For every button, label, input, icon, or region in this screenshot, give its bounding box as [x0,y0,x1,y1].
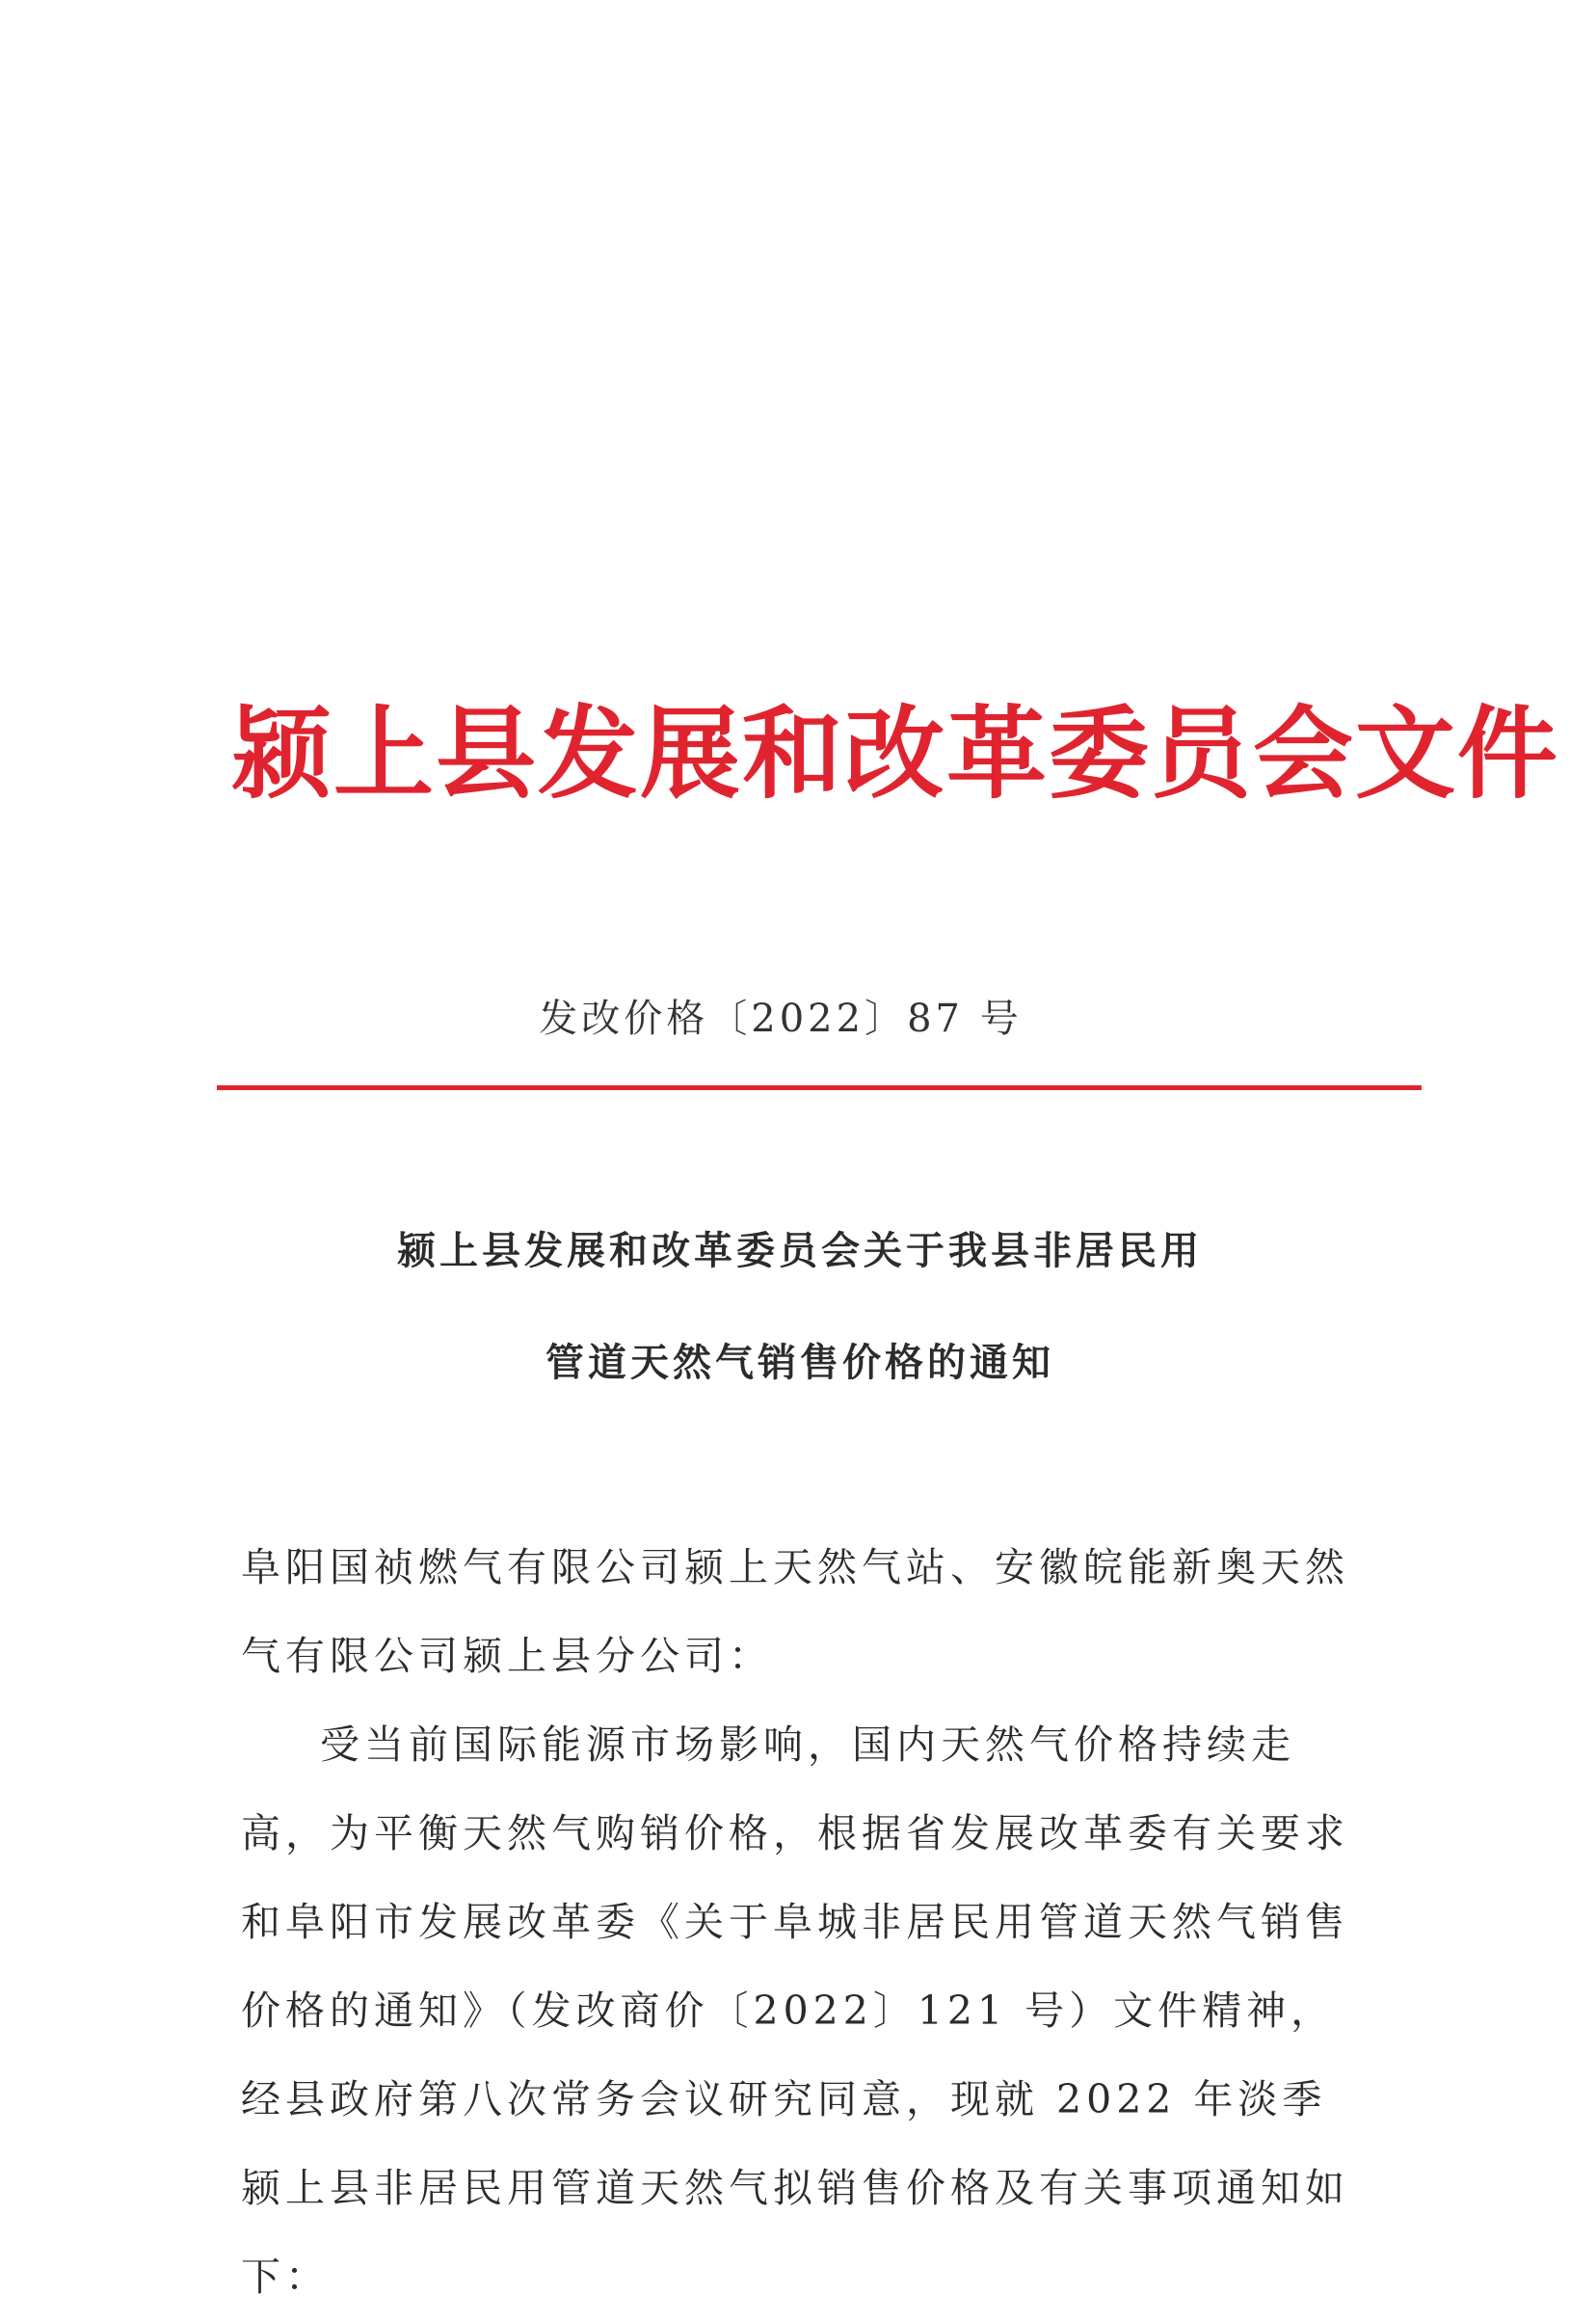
issuing-authority-title: 颍上县发展和改革委员会文件 [231,694,1560,813]
addressee: 阜阳国祯燃气有限公司颍上天然气站、安徽皖能新奥天然气有限公司颍上县分公司： [241,1544,1349,1679]
red-divider-line [217,1085,1422,1090]
notice-title-line-1: 颍上县发展和改革委员会关于我县非居民用 [397,1229,1203,1273]
notice-title [241,1195,1359,1419]
document-number: 发改价格〔2022〕87 号 [539,997,1023,1041]
notice-title-line-2: 管道天然气销售价格的通知 [545,1341,1054,1385]
body-paragraph-1: 受当前国际能源市场影响，国内天然气价格持续走高，为平衡天然气购销价格，根据省发展改革委有关要求和阜阳市发展改革委《关于阜城非居民用管道天然气销售价格的通知》（发改商价〔2022〕121 号）文件精神，经县政府第八次常务会议研究同意，现就 2022 年淡季颍上县非居民用管道天然气拟销售价格及有关事项通知如下： [241,1721,1349,2300]
notice-body [241,1523,1359,2321]
